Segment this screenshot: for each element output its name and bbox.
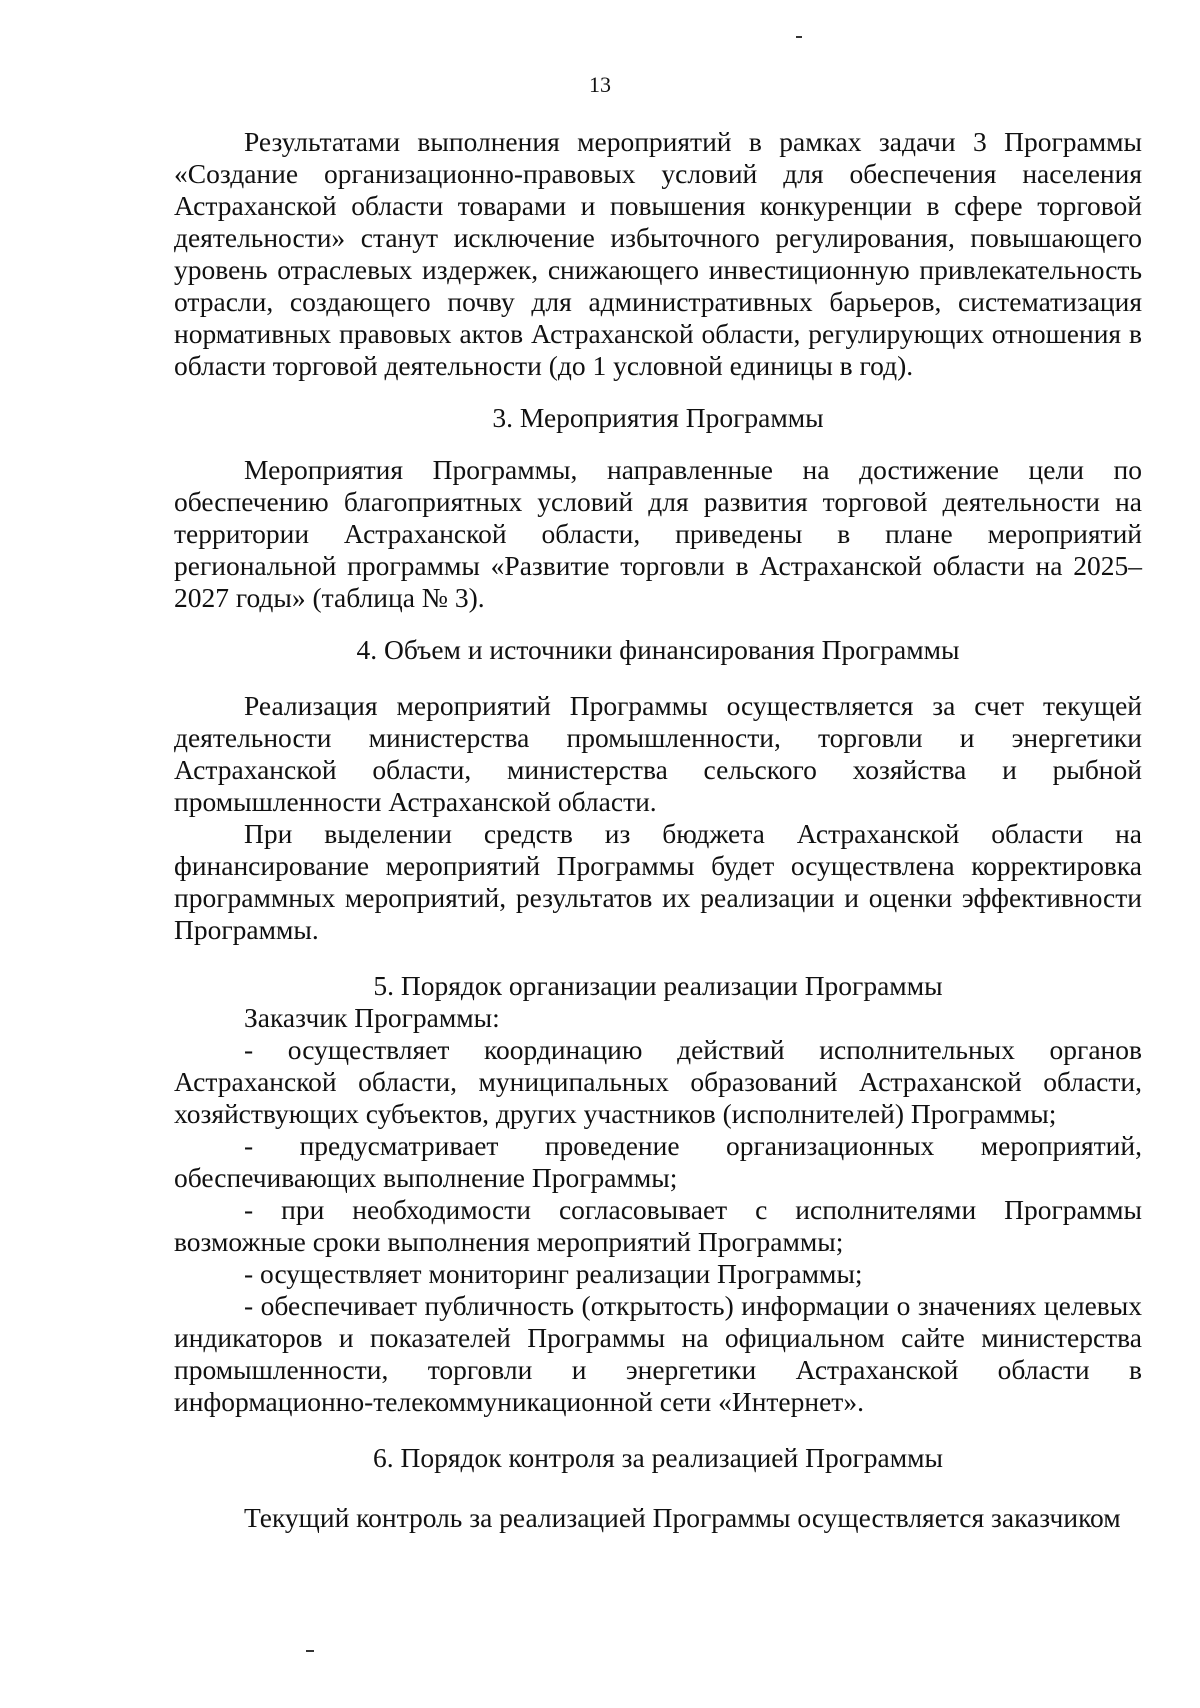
customer-label: Заказчик Программы: [244, 1002, 500, 1033]
list-item: - осуществляет координацию действий исполнительных органов Астраханской области, муниципальных образований Астраханской области, хозяйствующих субъектов, других участников (исполнителей) Программы; [174, 1034, 1142, 1129]
paragraph-control: Текущий контроль за реализацией Программы осуществляется заказчиком [244, 1502, 1121, 1533]
paragraph-funding-1: Реализация мероприятий Программы осуществляется за счет текущей деятельности министерства промышленности, торговли и энергетики Астраханской области, министерства сельского хозяйства и рыбной промышленности Астраханской области. [174, 690, 1142, 817]
scan-artifact-mark [306, 1650, 314, 1652]
paragraph-funding-2: При выделении средств из бюджета Астраханской области на финансирование мероприятий Программы будет осуществлена корректировка программных мероприятий, результатов их реализации и оценки эффективности Программы. [174, 818, 1142, 945]
page-body [174, 126, 1142, 1534]
heading-section-6: 6. Порядок контроля за реализацией Программы [373, 1442, 943, 1473]
list-item: - при необходимости согласовывает с исполнителями Программы возможные сроки выполнения мероприятий Программы; [174, 1194, 1142, 1257]
heading-section-5: 5. Порядок организации реализации Программы [373, 970, 943, 1001]
page-number: 13 [589, 72, 611, 97]
paragraph-results: Результатами выполнения мероприятий в рамках задачи 3 Программы «Создание организационно-правовых условий для обеспечения населения Астраханской области товарами и повышения конкуренции в сфере торговой деятельности» станут исключение избыточного регулирования, повышающего уровень отраслевых издержек, снижающего инвестиционную привлекательность отрасли, создающего почву для административных барьеров, систематизация нормативных правовых актов Астраханской области, регулирующих отношения в области торговой деятельности (до 1 условной единицы в год). [174, 126, 1142, 381]
paragraph-measures: Мероприятия Программы, направленные на достижение цели по обеспечению благоприятных условий для развития торговой деятельности на территории Астраханской области, приведены в плане мероприятий региональной программы «Развитие торговли в Астраханской области на 2025–2027 годы» (таблица № 3). [174, 454, 1142, 613]
customer-duties-list [174, 1034, 1142, 1418]
heading-section-3: 3. Мероприятия Программы [492, 402, 824, 433]
list-item: - осуществляет мониторинг реализации Программы; [244, 1258, 863, 1289]
scan-artifact-mark [796, 36, 802, 38]
list-item: - предусматривает проведение организационных мероприятий, обеспечивающих выполнение Программы; [174, 1130, 1142, 1193]
list-item: - обеспечивает публичность (открытость) информации о значениях целевых индикаторов и показателей Программы на официальном сайте министерства промышленности, торговли и энергетики Астраханской области в информационно-телекоммуникационной сети «Интернет». [174, 1290, 1142, 1417]
heading-section-4: 4. Объем и источники финансирования Программы [356, 634, 960, 665]
